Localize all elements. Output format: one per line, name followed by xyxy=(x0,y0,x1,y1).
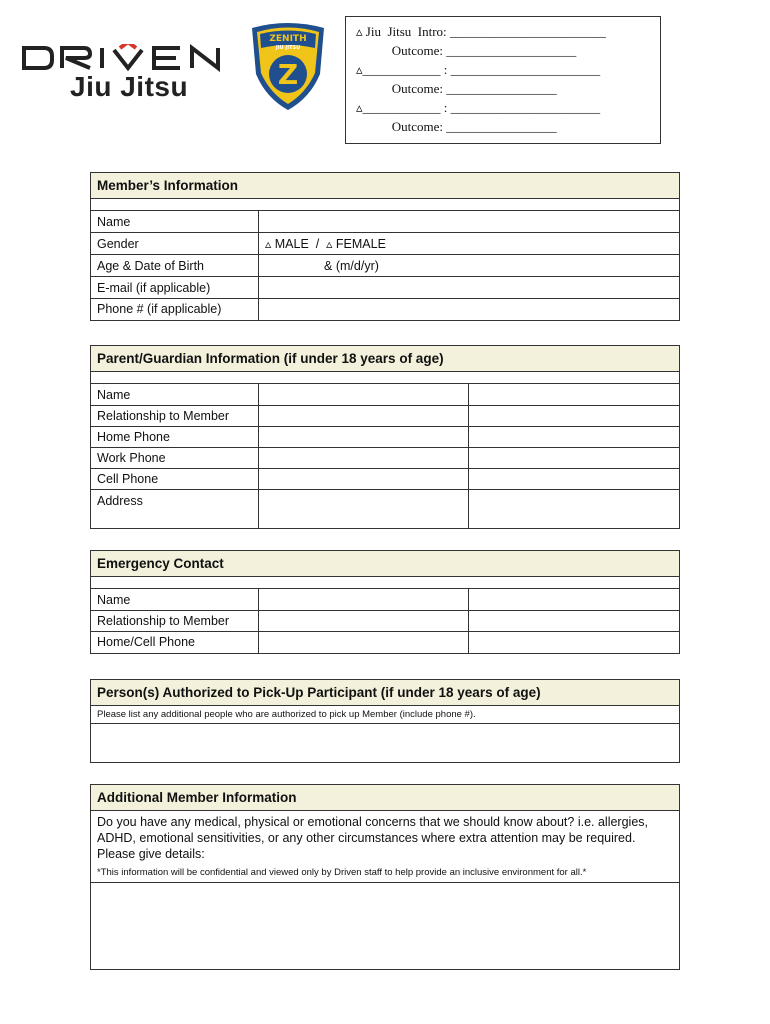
additional-member-information-section xyxy=(90,784,680,970)
guardian1-cell-phone-field[interactable] xyxy=(259,469,469,489)
field-label: Name xyxy=(91,384,259,405)
pickup-persons-field[interactable] xyxy=(91,724,679,764)
gender-choice-field[interactable]: ▵ MALE / ▵ FEMALE xyxy=(265,237,386,251)
field-label: Gender xyxy=(91,233,259,254)
field-label: Work Phone xyxy=(91,448,259,468)
emergency2-name-field[interactable] xyxy=(469,589,679,610)
field-label: Relationship to Member xyxy=(91,611,259,631)
guardian2-work-phone-field[interactable] xyxy=(469,448,679,468)
field-label: Home/Cell Phone xyxy=(91,632,259,653)
emergency-contact-section xyxy=(90,550,680,654)
outcome-line: Outcome: ____________________ xyxy=(356,43,577,58)
guardian1-name-field[interactable] xyxy=(259,384,469,405)
guardian1-home-phone-field[interactable] xyxy=(259,427,469,447)
class-line: ▵____________ : _______________________ xyxy=(356,62,601,77)
guardian2-name-field[interactable] xyxy=(469,384,679,405)
guardian2-address-field[interactable] xyxy=(469,490,679,528)
phone-field[interactable] xyxy=(259,299,679,320)
spacer-row xyxy=(91,372,679,384)
field-label: Name xyxy=(91,211,259,232)
intro-line: ▵ Jiu Jitsu Intro: ________________________ xyxy=(356,24,606,39)
svg-text:JIU JITSU: JIU JITSU xyxy=(275,45,301,51)
emergency1-name-field[interactable] xyxy=(259,589,469,610)
confidentiality-note: *This information will be confidential and viewed only by Driven staff to help provide an inclusive environment for all.* xyxy=(91,864,679,883)
guardian-information-section xyxy=(90,345,680,529)
field-label: Phone # (if applicable) xyxy=(91,299,259,320)
jiu-jitsu-wordmark: Jiu Jitsu xyxy=(70,71,189,102)
member-name-field[interactable] xyxy=(259,211,679,232)
emergency1-relationship-field[interactable] xyxy=(259,611,469,631)
email-field[interactable] xyxy=(259,277,679,298)
outcome-line: Outcome: _________________ xyxy=(356,119,557,134)
field-label: Cell Phone xyxy=(91,469,259,489)
section-title: Member’s Information xyxy=(91,173,679,199)
authorized-pickup-section xyxy=(90,679,680,763)
svg-text:Z: Z xyxy=(277,58,299,91)
emergency2-relationship-field[interactable] xyxy=(469,611,679,631)
section-title: Emergency Contact xyxy=(91,551,679,577)
guardian2-relationship-field[interactable] xyxy=(469,406,679,426)
age-dob-field[interactable]: & (m/d/yr) xyxy=(265,259,379,273)
member-information-section xyxy=(90,172,680,321)
field-label: Age & Date of Birth xyxy=(91,255,259,276)
outcome-line: Outcome: _________________ xyxy=(356,81,557,96)
section-title: Additional Member Information xyxy=(91,785,679,811)
zenith-jiu-jitsu-shield-logo xyxy=(248,22,328,112)
field-label: E-mail (if applicable) xyxy=(91,277,259,298)
guardian1-relationship-field[interactable] xyxy=(259,406,469,426)
spacer-row xyxy=(91,199,679,211)
svg-text:ZENITH: ZENITH xyxy=(269,34,307,44)
field-label: Address xyxy=(91,490,259,528)
driven-wordmark xyxy=(22,44,234,72)
guardian2-home-phone-field[interactable] xyxy=(469,427,679,447)
class-line: ▵____________ : _______________________ xyxy=(356,100,601,115)
section-title: Parent/Guardian Information (if under 18 years of age) xyxy=(91,346,679,372)
intro-outcome-box xyxy=(345,16,661,144)
emergency2-phone-field[interactable] xyxy=(469,632,679,653)
field-label: Home Phone xyxy=(91,427,259,447)
field-label: Relationship to Member xyxy=(91,406,259,426)
driven-jiu-jitsu-logo xyxy=(22,38,237,108)
guardian2-cell-phone-field[interactable] xyxy=(469,469,679,489)
guardian1-address-field[interactable] xyxy=(259,490,469,528)
emergency1-phone-field[interactable] xyxy=(259,632,469,653)
spacer-row xyxy=(91,577,679,589)
field-label: Name xyxy=(91,589,259,610)
guardian1-work-phone-field[interactable] xyxy=(259,448,469,468)
concerns-details-field[interactable] xyxy=(91,883,679,973)
section-title: Person(s) Authorized to Pick-Up Participant (if under 18 years of age) xyxy=(91,680,679,706)
concerns-question: Do you have any medical, physical or emotional concerns that we should know about? i.e. allergies, ADHD, emotional sensitivities, or any other circumstances where extra attention may be required. Please give details: xyxy=(97,815,649,861)
pickup-instructions: Please list any additional people who are authorized to pick up Member (include phone #). xyxy=(91,706,679,724)
